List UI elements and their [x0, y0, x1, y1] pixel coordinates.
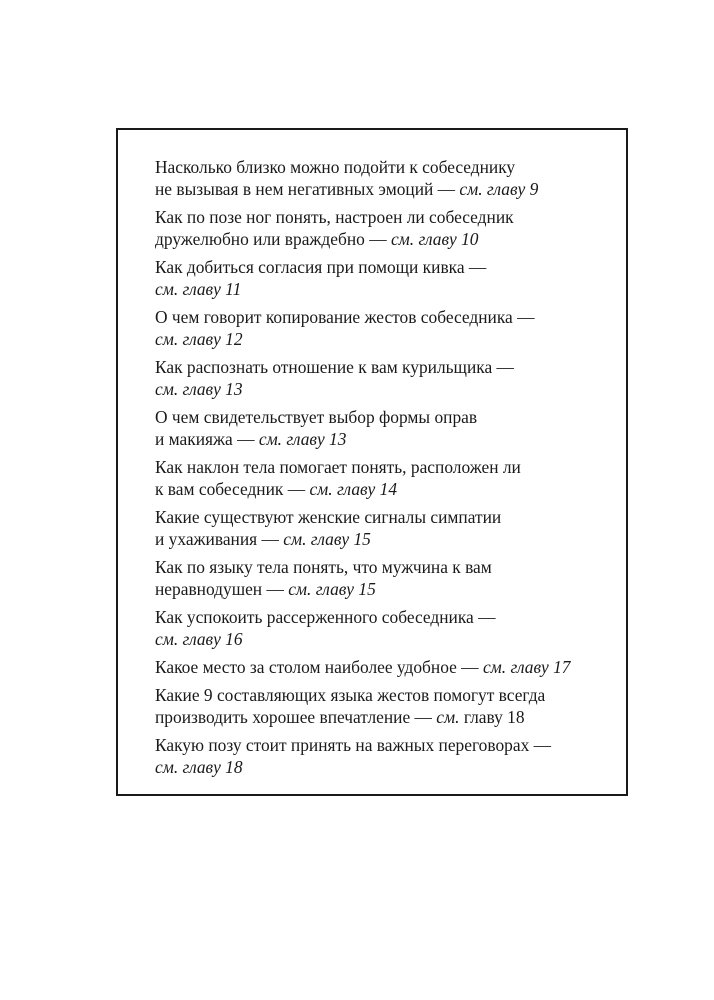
chapter-reference: см. главу 13 [258, 429, 347, 449]
entry-line [155, 178, 615, 200]
chapter-reference: см. главу 13 [155, 379, 243, 399]
entry-text: Как распознать отношение к вам курильщика — [155, 357, 514, 377]
entry-line [155, 528, 615, 550]
entry-line [155, 328, 615, 350]
entry-text: О чем свидетельствует выбор формы оправ [155, 407, 478, 427]
entry-item [155, 734, 615, 778]
chapter-reference: см. главу 18 [155, 757, 243, 777]
entry-line [155, 506, 615, 528]
entry-line [155, 406, 615, 428]
entry-line [155, 556, 615, 578]
entry-item [155, 256, 615, 300]
entry-text: производить хорошее впечатление — [155, 707, 437, 727]
entry-item [155, 306, 615, 350]
entry-line [155, 734, 615, 756]
chapter-reference: см. главу 15 [283, 529, 371, 549]
entry-item [155, 156, 615, 200]
entry-line [155, 456, 615, 478]
entry-item [155, 406, 615, 450]
entry-item [155, 656, 615, 678]
entry-line [155, 428, 615, 450]
entry-line [155, 228, 615, 250]
entry-item [155, 506, 615, 550]
chapter-reference: см. главу 10 [390, 229, 479, 249]
entry-text: не вызывая в нем негативных эмоций — [155, 179, 460, 199]
chapter-reference: см. главу 11 [155, 279, 242, 299]
entry-text: неравнодушен — [155, 579, 289, 599]
entry-line [155, 706, 615, 728]
entry-text: Как по позе ног понять, настроен ли собеседник [155, 207, 514, 227]
entry-line [155, 256, 615, 278]
entry-text: Как добиться согласия при помощи кивка — [155, 257, 487, 277]
chapter-reference: см. главу 14 [309, 479, 398, 499]
entry-line [155, 756, 615, 778]
entry-item [155, 556, 615, 600]
entry-line [155, 206, 615, 228]
entry-line [155, 606, 615, 628]
entry-line [155, 684, 615, 706]
entry-item [155, 206, 615, 250]
chapter-reference: см. главу 12 [155, 329, 243, 349]
entry-line [155, 278, 615, 300]
entry-text: дружелюбно или враждебно — [155, 229, 391, 249]
entry-line [155, 156, 615, 178]
entry-text: Какие 9 составляющих языка жестов помогут всегда [155, 685, 546, 705]
entry-text: О чем говорит копирование жестов собеседника — [155, 307, 535, 327]
entry-text: Как наклон тела помогает понять, расположен ли [155, 457, 521, 477]
entry-line [155, 478, 615, 500]
chapter-reference: см. главу 15 [288, 579, 376, 599]
entry-item [155, 456, 615, 500]
entry-text: и макияжа — [155, 429, 259, 449]
entry-text: и ухаживания — [155, 529, 284, 549]
entry-item [155, 684, 615, 728]
entry-text: Какие существуют женские сигналы симпатии [155, 507, 502, 527]
entry-line [155, 306, 615, 328]
chapter-reference: см. [436, 707, 460, 727]
chapter-reference: см. главу 16 [155, 629, 243, 649]
entry-line [155, 378, 615, 400]
entry-text: Как успокоить рассерженного собеседника — [155, 607, 496, 627]
chapter-reference: см. главу 9 [459, 179, 539, 199]
chapter-reference-tail: главу 18 [459, 707, 525, 727]
entry-item [155, 606, 615, 650]
entry-line [155, 578, 615, 600]
entry-text: к вам собеседник — [155, 479, 310, 499]
entry-text: Какую позу стоит принять на важных переговорах — [155, 735, 552, 755]
entry-text: Насколько близко можно подойти к собеседнику [155, 157, 516, 177]
chapter-reference: см. главу 17 [482, 657, 571, 677]
entry-item [155, 356, 615, 400]
entry-line [155, 628, 615, 650]
entry-text: Какое место за столом наиболее удобное — [155, 657, 483, 677]
entries-list [155, 156, 615, 784]
entry-line [155, 356, 615, 378]
entry-text: Как по языку тела понять, что мужчина к вам [155, 557, 492, 577]
entry-line [155, 656, 615, 678]
